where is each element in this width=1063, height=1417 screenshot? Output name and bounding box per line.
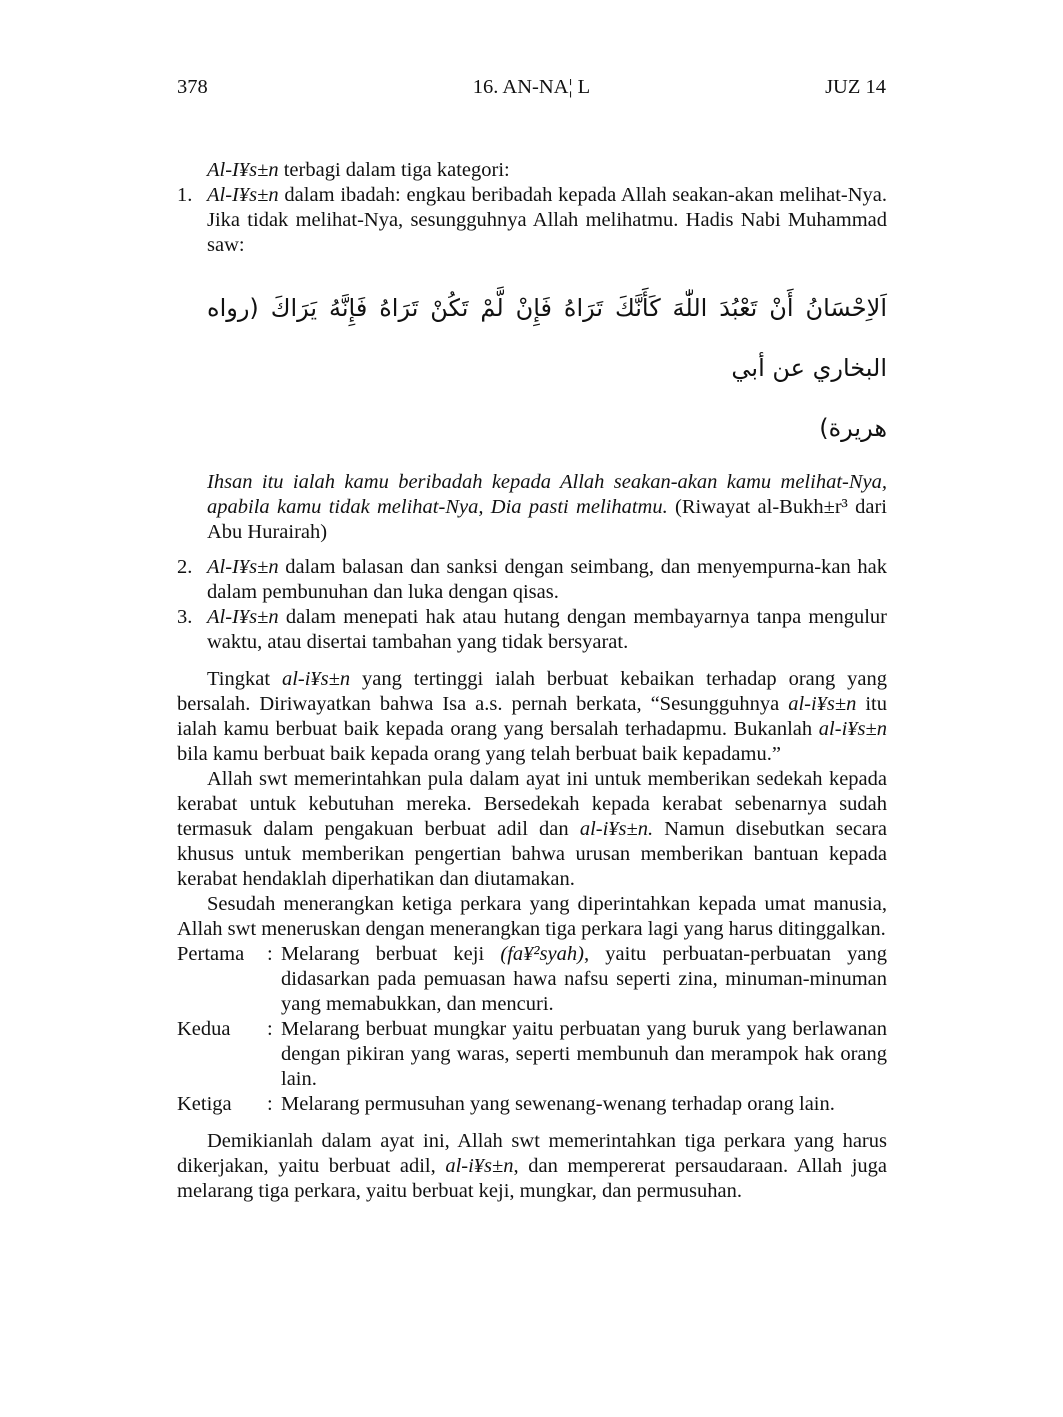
list-body bbox=[207, 605, 887, 655]
list-text: dalam menepati hak atau hutang dengan membayarnya tanpa mengulur waktu, atau disertai tambahan yang tidak bersyarat. bbox=[207, 606, 887, 653]
term: al-i¥s±n. bbox=[579, 818, 654, 840]
list-term: Al-I¥s±n bbox=[207, 606, 279, 628]
intro-term: Al-I¥s±n bbox=[207, 159, 279, 181]
prohibition-item bbox=[177, 1092, 887, 1117]
list-number: 2. bbox=[177, 556, 193, 578]
intro-text: terbagi dalam tiga kategori: bbox=[278, 159, 510, 181]
ihsan-list-part1 bbox=[177, 183, 887, 258]
paragraph-tingkat bbox=[177, 667, 887, 767]
list-term: Al-I¥s±n bbox=[207, 556, 279, 578]
prohibition-item bbox=[177, 1017, 887, 1092]
hadith-block bbox=[177, 278, 887, 545]
text: Sesudah menerangkan ketiga perkara yang diperintahkan kepada umat manusia, Allah swt meneruskan dengan menerangkan tiga perkara lagi yang harus ditinggalkan. bbox=[177, 893, 887, 940]
text: , dan mempererat persaudaraan. Allah juga melarang tiga perkara, yaitu berbuat keji, mungkar, dan permusuhan. bbox=[177, 1155, 887, 1202]
text: Melarang permusuhan yang sewenang-wenang terhadap orang lain. bbox=[281, 1093, 835, 1115]
paragraph-demikianlah bbox=[177, 1129, 887, 1204]
text: Melarang berbuat keji bbox=[281, 943, 501, 965]
term: al-i¥s±n bbox=[818, 718, 887, 740]
text: itu ialah kamu berbuat baik kepada orang yang bersalah terhadapmu. Bukanlah bbox=[177, 693, 887, 740]
paragraph-sedekah bbox=[177, 767, 887, 892]
prohibition-desc bbox=[281, 1017, 887, 1092]
list-number: 3. bbox=[177, 606, 193, 628]
hadith-translation-text: Ihsan itu ialah kamu beribadah kepada Allah seakan-akan kamu melihat-Nya, apabila kamu tidak melihat-Nya, Dia pasti melihatmu. bbox=[207, 471, 887, 518]
hadith-source: (Riwayat al-Bukh±r³ dari Abu Hurairah) bbox=[207, 496, 887, 543]
list-body bbox=[207, 183, 887, 258]
term: al-i¥s±n bbox=[788, 693, 857, 715]
intro-line bbox=[177, 158, 887, 183]
prohibition-colon: : bbox=[267, 943, 273, 965]
term: al-i¥s±n bbox=[281, 668, 351, 690]
list-number: 1. bbox=[177, 184, 193, 206]
paragraph-sesudah bbox=[177, 892, 887, 942]
prohibition-colon: : bbox=[267, 1018, 273, 1040]
term: al-i¥s±n bbox=[445, 1155, 514, 1177]
prohibition-item bbox=[177, 942, 887, 1017]
prohibition-term: Pertama bbox=[177, 943, 245, 965]
prohibition-term: Kedua bbox=[177, 1018, 231, 1040]
text: Tingkat bbox=[207, 668, 282, 690]
text: yang tertinggi ialah berbuat kebaikan terhadap orang yang bersalah. Diriwayatkan bahwa Isa a.s. pernah berkata, “Sesungguhnya bbox=[177, 668, 887, 715]
prohibition-colon: : bbox=[267, 1093, 273, 1115]
prohibition-term: Ketiga bbox=[177, 1093, 232, 1115]
list-text: dalam ibadah: engkau beribadah kepada Allah seakan-akan melihat-Nya. Jika tidak melihat-Nya, sesungguhnya Allah melihatmu. Hadis Nabi Muhammad saw: bbox=[207, 184, 887, 256]
hadith-arabic-line1: اَلاِحْسَانُ أَنْ تَعْبُدَ اللّٰهَ كَأَنَّكَ تَرَاهُ فَإِنْ لَّمْ تَكُنْ تَرَاهُ فَإِنَّهُ يَرَاكَ (رواه البخاري عن أبي bbox=[207, 294, 887, 382]
ihsan-list-part2 bbox=[177, 555, 887, 655]
list-item bbox=[177, 183, 887, 258]
list-item bbox=[177, 555, 887, 605]
prohibition-desc bbox=[281, 1092, 887, 1117]
list-body bbox=[207, 555, 887, 605]
hadith-arabic bbox=[207, 278, 887, 458]
text: Allah swt memerintahkan pula dalam ayat ini untuk memberikan sedekah kepada kerabat untuk kebutuhan mereka. Bersedekah kepada kerabat sebenarnya sudah termasuk dalam pengakuan berbuat adil dan bbox=[177, 768, 887, 840]
text: Namun disebutkan secara khusus untuk memberikan pengertian bahwa urusan memberikan bantuan kepada kerabat hendaklah diperhatikan dan diutamakan. bbox=[177, 818, 887, 890]
running-title: 16. AN-NA¦ L bbox=[472, 76, 591, 98]
page-number: 378 bbox=[177, 76, 208, 98]
text: Demikianlah dalam ayat ini, Allah swt memerintahkan tiga perkara yang harus dikerjakan, yaitu berbuat adil, bbox=[177, 1130, 887, 1177]
hadith-translation bbox=[207, 470, 887, 545]
text: Melarang berbuat mungkar yaitu perbuatan yang buruk yang berlawanan dengan pikiran yang waras, seperti membunuh dan merampok hak orang lain. bbox=[281, 1018, 887, 1090]
list-item bbox=[177, 605, 887, 655]
text: bila kamu berbuat baik kepada orang yang telah berbuat baik kepadamu.” bbox=[177, 743, 781, 765]
prohibition-desc bbox=[281, 942, 887, 1017]
list-text: dalam balasan dan sanksi dengan seimbang, dan menyempurna-kan hak dalam pembunuhan dan luka dengan qisas. bbox=[207, 556, 887, 603]
prohibition-list bbox=[177, 942, 887, 1117]
term: (fa¥²syah) bbox=[500, 943, 584, 965]
hadith-arabic-line2: هريرة) bbox=[819, 414, 887, 442]
list-term: Al-I¥s±n bbox=[207, 184, 279, 206]
page-body bbox=[177, 158, 887, 1204]
juz-label: JUZ 14 bbox=[825, 76, 886, 98]
text: , yaitu perbuatan-perbuatan yang didasarkan pada pemuasan hawa nafsu seperti zina, minuman-minuman yang memabukkan, dan mencuri. bbox=[281, 943, 887, 1015]
